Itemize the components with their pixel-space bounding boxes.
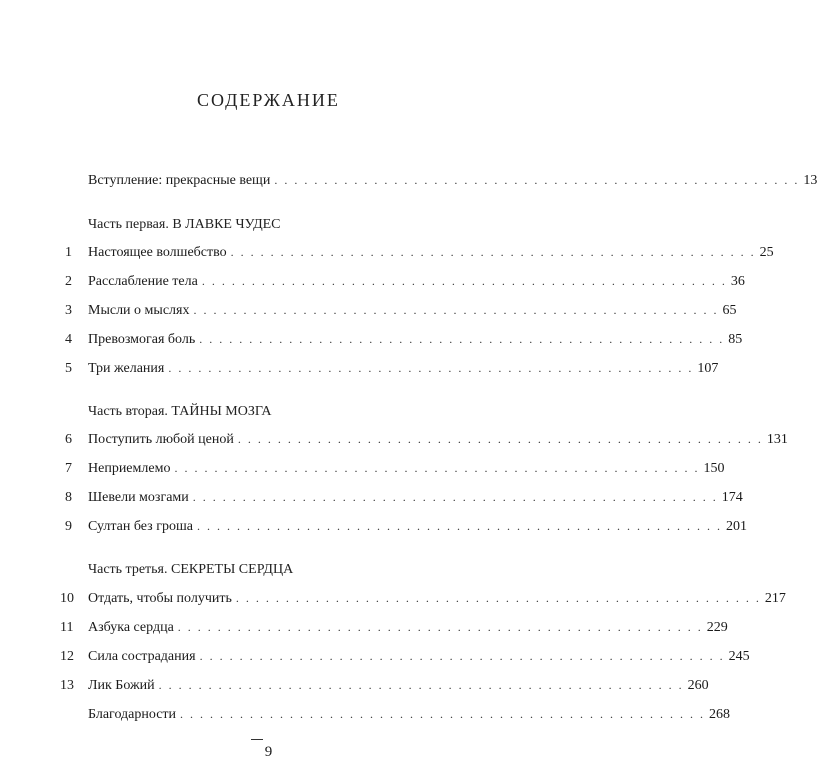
- part-heading-1: Часть первая. В ЛАВКЕ ЧУДЕС: [88, 217, 281, 232]
- toc-entry-title: Настоящее волшебство: [88, 245, 227, 260]
- chapter-number: 9: [65, 519, 72, 534]
- toc-entry-title: Азбука сердца: [88, 620, 174, 635]
- toc-entry-title: Вступление: прекрасные вещи: [88, 173, 271, 188]
- chapter-number: 11: [60, 620, 74, 635]
- leader-dots: . . . . . . . . . . . . . . . . . . . . . . . . . . . . . . . . . . . . . . . . . . . . . . . . . . . . .: [274, 173, 800, 187]
- toc-entry-title: Три желания: [88, 361, 165, 376]
- toc-entry: [60, 620, 728, 640]
- toc-entry: [60, 678, 709, 698]
- leader-dots: . . . . . . . . . . . . . . . . . . . . . . . . . . . . . . . . . . . . . . . . . . . . . . . . . . . . .: [235, 591, 761, 605]
- leader-dots: . . . . . . . . . . . . . . . . . . . . . . . . . . . . . . . . . . . . . . . . . . . . . . . . . . . . .: [199, 649, 725, 663]
- toc-entry-title: Шевели мозгами: [88, 490, 189, 505]
- chapter-number: 4: [65, 332, 72, 347]
- chapter-number: 6: [65, 432, 72, 447]
- leader-dots: . . . . . . . . . . . . . . . . . . . . . . . . . . . . . . . . . . . . . . . . . . . . . . . . . . . . .: [158, 678, 684, 692]
- page-number: 9: [264, 744, 273, 760]
- toc-entry-page: 245: [728, 649, 750, 664]
- leader-dots: . . . . . . . . . . . . . . . . . . . . . . . . . . . . . . . . . . . . . . . . . . . . . . . . . . . . .: [237, 432, 763, 446]
- leader-dots: . . . . . . . . . . . . . . . . . . . . . . . . . . . . . . . . . . . . . . . . . . . . . . . . . . . . .: [192, 490, 718, 504]
- part-heading-2: Часть вторая. ТАЙНЫ МОЗГА: [88, 404, 272, 419]
- toc-entry-page: 268: [709, 707, 731, 722]
- toc-entry-page: 65: [722, 303, 737, 318]
- toc-entry-page: 229: [706, 620, 728, 635]
- chapter-number: 13: [60, 678, 74, 693]
- toc-entry-page: 260: [687, 678, 709, 693]
- toc-entry: [60, 490, 743, 510]
- toc-entry-page: 174: [721, 490, 743, 505]
- footer-rule: [251, 739, 263, 740]
- toc-entry-title: Благодарности: [88, 707, 177, 722]
- part-heading-3: Часть третья. СЕКРЕТЫ СЕРДЦА: [88, 562, 294, 577]
- toc-entry-page: 131: [766, 432, 788, 447]
- chapter-number: 3: [65, 303, 72, 318]
- toc-entry-page: 85: [728, 332, 743, 347]
- leader-dots: . . . . . . . . . . . . . . . . . . . . . . . . . . . . . . . . . . . . . . . . . . . . . . . . . . . . .: [196, 519, 722, 533]
- toc-entry-title: Лик Божий: [88, 678, 155, 693]
- toc-entry-title: Поступить любой ценой: [88, 432, 234, 447]
- toc-entry-intro: [60, 173, 817, 193]
- toc-entry-title: Превозмогая боль: [88, 332, 196, 347]
- toc-entry: [60, 274, 745, 294]
- toc-entry: [60, 591, 786, 611]
- leader-dots: . . . . . . . . . . . . . . . . . . . . . . . . . . . . . . . . . . . . . . . . . . . . . . . . . . . . .: [193, 303, 719, 317]
- toc-entry: [60, 245, 774, 265]
- chapter-number: 5: [65, 361, 72, 376]
- chapter-number: 2: [65, 274, 72, 289]
- toc-entry: [60, 303, 737, 323]
- toc-entry-page: 13: [803, 173, 817, 188]
- toc-entry: [60, 432, 788, 452]
- page-title: СОДЕРЖАНИЕ: [197, 90, 340, 110]
- leader-dots: . . . . . . . . . . . . . . . . . . . . . . . . . . . . . . . . . . . . . . . . . . . . . . . . . . . . .: [174, 461, 700, 475]
- toc-entry-page: 217: [764, 591, 786, 606]
- toc-entry-title: Отдать, чтобы получить: [88, 591, 232, 606]
- toc-entry: [60, 361, 719, 381]
- chapter-number: 7: [65, 461, 72, 476]
- toc-entry-title: Расслабление тела: [88, 274, 198, 289]
- chapter-number: 10: [60, 591, 74, 606]
- toc-entry: [60, 461, 725, 481]
- leader-dots: . . . . . . . . . . . . . . . . . . . . . . . . . . . . . . . . . . . . . . . . . . . . . . . . . . . . .: [201, 274, 727, 288]
- chapter-number: 8: [65, 490, 72, 505]
- toc-entry-page: 107: [697, 361, 719, 376]
- toc-entry-title: Неприемлемо: [88, 461, 171, 476]
- leader-dots: . . . . . . . . . . . . . . . . . . . . . . . . . . . . . . . . . . . . . . . . . . . . . . . . . . . . .: [230, 245, 756, 259]
- leader-dots: . . . . . . . . . . . . . . . . . . . . . . . . . . . . . . . . . . . . . . . . . . . . . . . . . . . . .: [180, 707, 706, 721]
- chapter-number: 12: [60, 649, 74, 664]
- leader-dots: . . . . . . . . . . . . . . . . . . . . . . . . . . . . . . . . . . . . . . . . . . . . . . . . . . . . .: [168, 361, 694, 375]
- toc-entry: [60, 649, 750, 669]
- toc-entry-title: Мысли о мыслях: [88, 303, 190, 318]
- toc-entry-page: 201: [725, 519, 747, 534]
- toc-entry: [60, 332, 743, 352]
- toc-entry-title: Султан без гроша: [88, 519, 193, 534]
- toc-entry-page: 150: [703, 461, 725, 476]
- toc-entry-title: Сила сострадания: [88, 649, 196, 664]
- leader-dots: . . . . . . . . . . . . . . . . . . . . . . . . . . . . . . . . . . . . . . . . . . . . . . . . . . . . .: [177, 620, 703, 634]
- toc-entry-page: 36: [730, 274, 745, 289]
- toc-entry-page: 25: [759, 245, 774, 260]
- leader-dots: . . . . . . . . . . . . . . . . . . . . . . . . . . . . . . . . . . . . . . . . . . . . . . . . . . . . .: [199, 332, 725, 346]
- chapter-number: 1: [65, 245, 72, 260]
- toc-entry: [60, 519, 747, 539]
- toc-entry-acknowledgments: [60, 707, 731, 727]
